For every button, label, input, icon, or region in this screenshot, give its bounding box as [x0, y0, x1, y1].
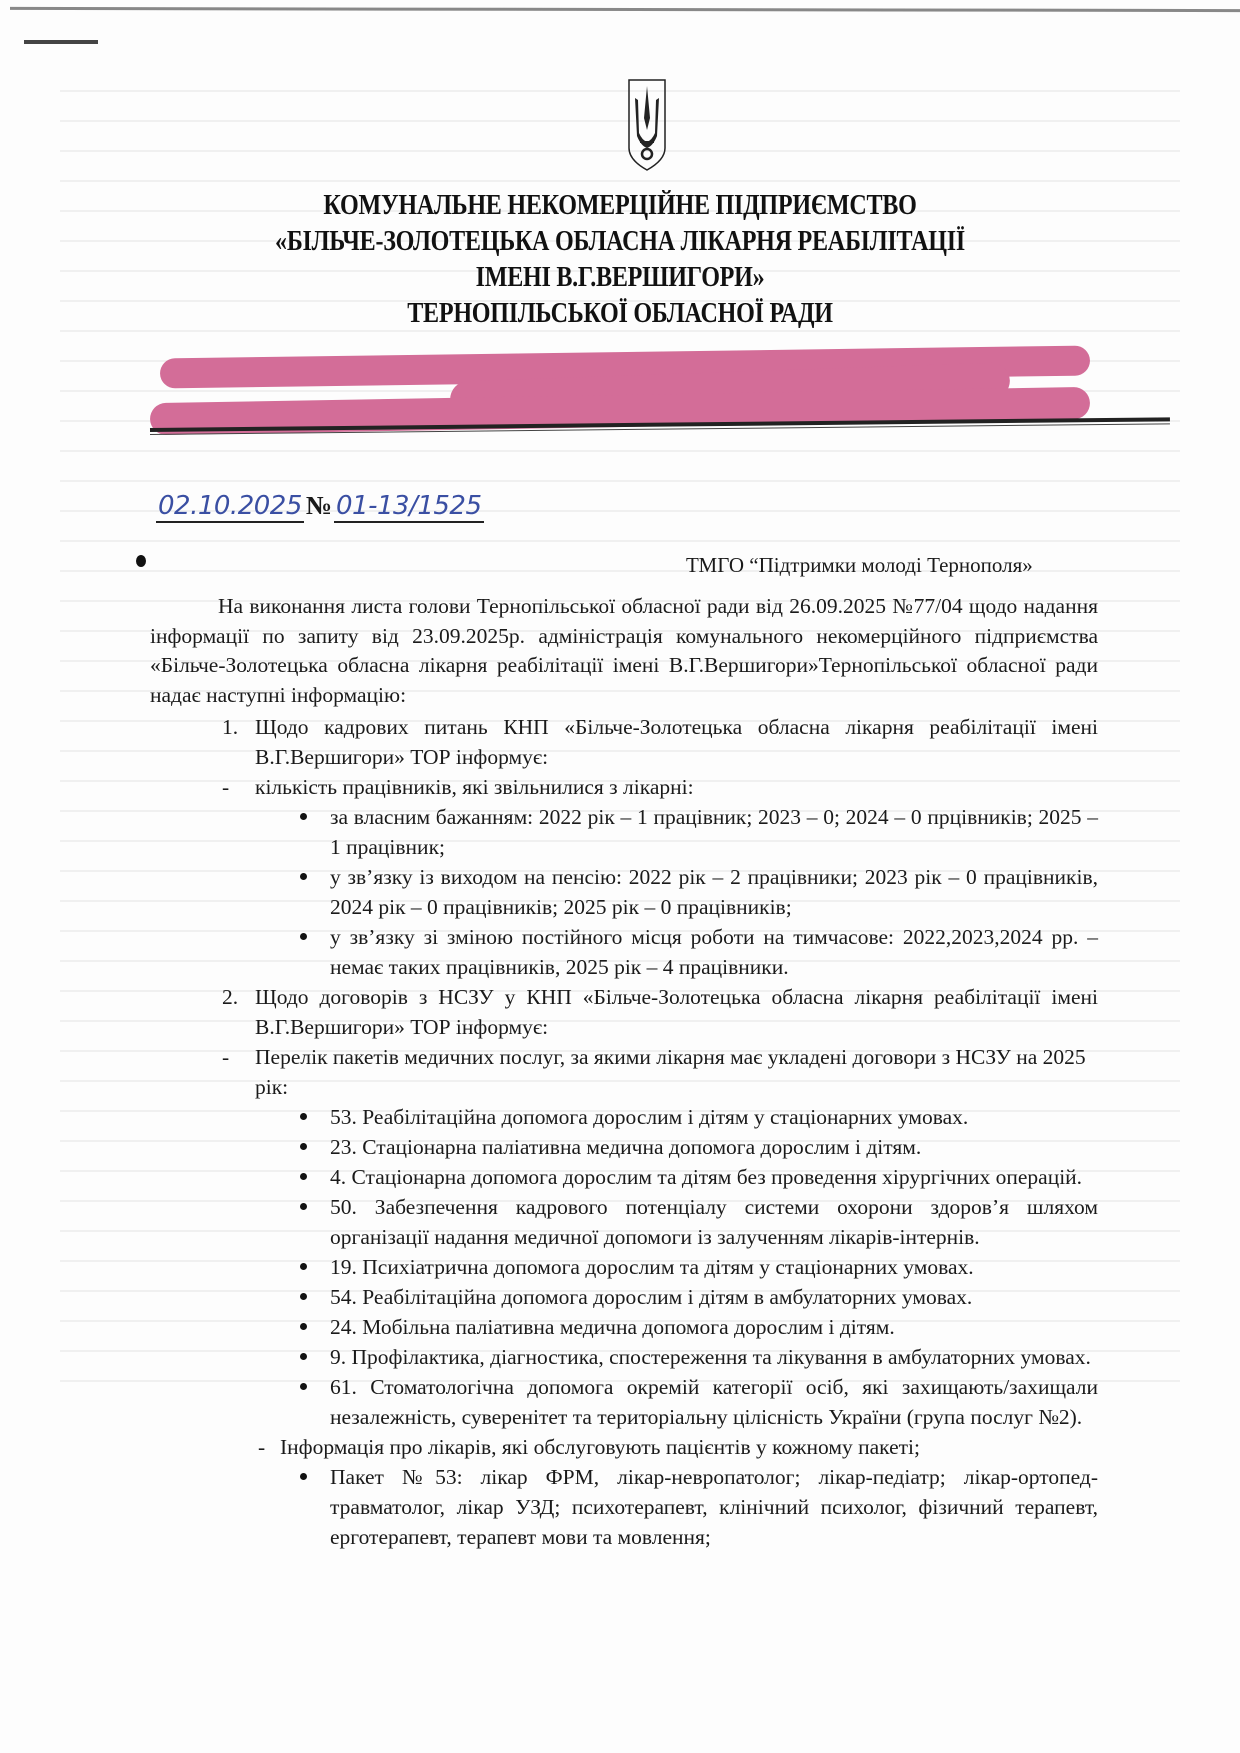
bullet-marker	[300, 1173, 307, 1180]
bullet-marker	[300, 813, 307, 820]
dash-text: Перелік пакетів медичних послуг, за якими лікарня має укладені договори з НСЗУ на 2025 рік:	[255, 1045, 1086, 1099]
bullet-item	[150, 922, 1098, 982]
bullet-text: за власним бажанням: 2022 рік – 1 працівник; 2023 – 0; 2024 – 0 прцівників; 2025 – 1 працівник;	[330, 805, 1098, 859]
bullet-marker	[300, 1473, 307, 1480]
org-name-line-1: КОМУНАЛЬНЕ НЕКОМЕРЦІЙНЕ ПІДПРИЄМСТВО	[323, 190, 917, 221]
dash-text: Інформація про лікарів, які обслуговують пацієнтів у кожному пакеті;	[280, 1435, 920, 1459]
bullet-marker	[300, 873, 307, 880]
bullet-marker	[300, 1113, 307, 1120]
bullet-text: 50. Забезпечення кадрового потенціалу системи охорони здоров’я шляхом організації надання медичної допомоги із залученням лікарів-інтернів.	[330, 1195, 1098, 1249]
bullet-marker	[300, 1203, 307, 1210]
bullet-text: 19. Психіатрична допомога дорослим та дітям у стаціонарних умовах.	[330, 1255, 974, 1279]
package-item	[150, 1192, 1098, 1252]
bullet-text: 24. Мобільна паліативна медична допомога дорослим і дітям.	[330, 1315, 895, 1339]
section-title: Щодо договорів з НСЗУ у КНП «Більче-Золотецька обласна лікарня реабілітації імені В.Г.Вершигори» ТОР інформує:	[255, 985, 1098, 1039]
intro-paragraph: На виконання листа голови Тернопільської обласної ради від 26.09.2025 №77/04 щодо надання інформації по запиту від 23.09.2025р. адміністрація комунального некомерційного підприємства «Більче-Золотецька обласна лікарня реабілітації імені В.Г.Вершигори»Тернопільської обласної ради надає наступні інформацію:	[150, 594, 1098, 707]
bullet-marker	[300, 1353, 307, 1360]
bullet-marker	[300, 1263, 307, 1270]
bullet-item	[150, 802, 1098, 862]
handwritten-date: 02.10.2025	[158, 491, 302, 521]
bullet-item	[150, 862, 1098, 922]
coat-of-arms-icon	[627, 78, 667, 173]
bullet-text: 53. Реабілітаційна допомога дорослим і дітям у стаціонарних умовах.	[330, 1105, 969, 1129]
bullet-marker	[300, 933, 307, 940]
dash-item	[150, 1432, 1098, 1462]
addressee: ТМГО “Підтримки молоді Тернополя»	[686, 553, 1033, 577]
bullet-marker	[300, 1143, 307, 1150]
package-item	[150, 1102, 1098, 1132]
bullet-text: у зв’язку із виходом на пенсію: 2022 рік – 2 працівники; 2023 рік – 0 працівників, 2024 рік – 0 працівників; 2025 рік – 0 працівників;	[330, 865, 1098, 919]
package-item	[150, 1282, 1098, 1312]
dash-marker: -	[222, 775, 230, 799]
bullet-text: 23. Стаціонарна паліативна медична допомога дорослим і дітям.	[330, 1135, 922, 1159]
ink-blot	[136, 555, 146, 567]
section-number: 2.	[222, 985, 239, 1009]
doctor-item	[150, 1462, 1098, 1552]
package-item	[150, 1372, 1098, 1432]
org-name-line-2: «БІЛЬЧЕ-ЗОЛОТЕЦЬКА ОБЛАСНА ЛІКАРНЯ РЕАБІЛІТАЦІЇ	[275, 226, 965, 257]
bullet-text: 54. Реабілітаційна допомога дорослим і дітям в амбулаторних умовах.	[330, 1285, 973, 1309]
handwritten-number: 01-13/1525	[336, 491, 482, 521]
bullet-text: 61. Стоматологічна допомога окремій категорії осіб, які захищають/захищали незалежність, суверенітет та територіальну цілісність України (група послуг №2).	[330, 1375, 1098, 1429]
scan-edge	[10, 7, 1240, 12]
package-item	[150, 1342, 1098, 1372]
scan-mark	[24, 40, 98, 44]
dash-item	[150, 772, 1098, 802]
bullet-marker	[300, 1293, 307, 1300]
package-item	[150, 1162, 1098, 1192]
number-sign: №	[305, 491, 333, 520]
section-number: 1.	[222, 715, 239, 739]
section-item	[150, 982, 1098, 1042]
bullet-text: у зв’язку зі зміною постійного місця роботи на тимчасове: 2022,2023,2024 рр. – немає таких працівників, 2025 рік – 4 працівники.	[330, 925, 1098, 979]
bullet-marker	[300, 1323, 307, 1330]
package-item	[150, 1132, 1098, 1162]
section-hr	[150, 712, 1098, 1552]
org-name-line-4: ТЕРНОПІЛЬСЬКОЇ ОБЛАСНОЇ РАДИ	[407, 298, 833, 329]
section-title: Щодо кадрових питань КНП «Більче-Золотецька обласна лікарня реабілітації імені В.Г.Вершигори» ТОР інформує:	[255, 715, 1098, 769]
dash-marker: -	[258, 1435, 266, 1459]
package-item	[150, 1252, 1098, 1282]
dash-marker: -	[222, 1045, 230, 1069]
bullet-text: 9. Профілактика, діагностика, спостереження та лікування в амбулаторних умовах.	[330, 1345, 1091, 1369]
bullet-text: Пакет №53: лікар ФРМ, лікар-невропатолог; лікар-педіатр; лікар-ортопед-травматолог, лікар УЗД; психотерапевт, клінічний психолог, фізичний терапевт, ерготерапевт, терапевт мови та мовлення;	[330, 1465, 1098, 1549]
package-item	[150, 1312, 1098, 1342]
bullet-text: 4. Стаціонарна допомога дорослим та дітям без проведення хірургічних операцій.	[330, 1165, 1083, 1189]
dash-item	[150, 1042, 1098, 1102]
dash-text: кількість працівників, які звільнилися з лікарні:	[255, 775, 694, 799]
org-name-line-3: ІМЕНІ В.Г.ВЕРШИГОРИ»	[475, 262, 765, 293]
outgoing-reference	[156, 490, 484, 522]
section-item	[150, 712, 1098, 772]
bullet-marker	[300, 1383, 307, 1390]
